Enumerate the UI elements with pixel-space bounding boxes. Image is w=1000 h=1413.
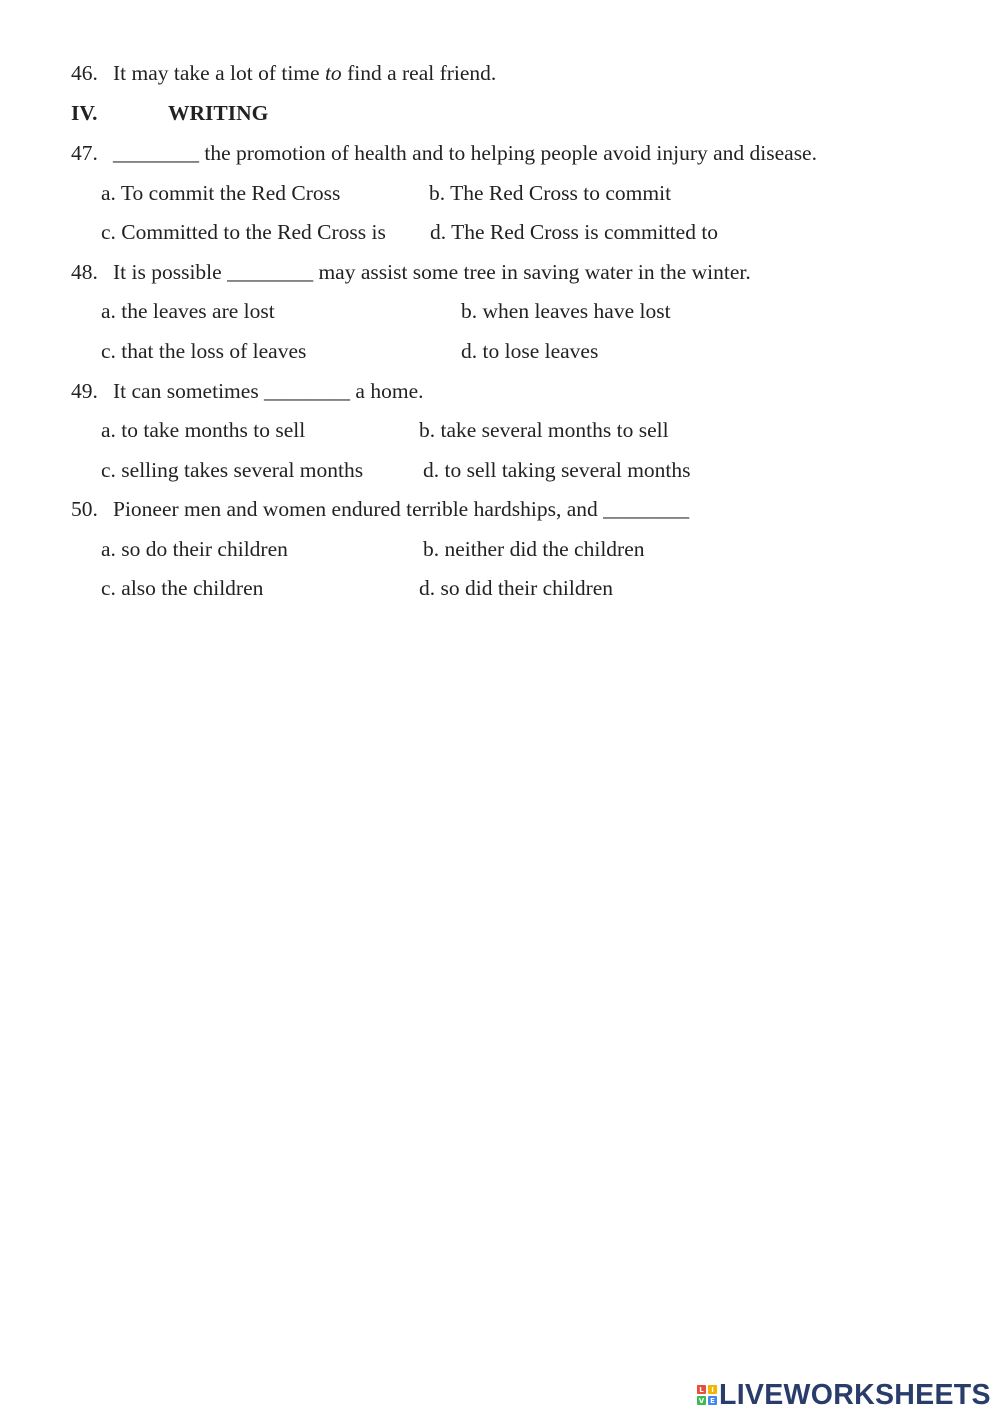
logo-tile-l: L	[697, 1385, 706, 1394]
option-b[interactable]: b. The Red Cross to commit	[429, 181, 672, 205]
option-c[interactable]: c. Committed to the Red Cross is	[101, 220, 386, 244]
question-number: 47.	[71, 141, 98, 165]
option-b[interactable]: b. when leaves have lost	[461, 299, 671, 323]
question-text: Pioneer men and women endured terrible hardships, and ________	[113, 497, 690, 521]
option-d[interactable]: d. so did their children	[419, 576, 614, 600]
logo-tile-i: I	[708, 1385, 717, 1394]
section-number: IV.	[71, 101, 98, 125]
option-a[interactable]: a. To commit the Red Cross	[101, 181, 341, 205]
option-a[interactable]: a. so do their children	[101, 537, 288, 561]
question-text: It can sometimes ________ a home.	[113, 379, 424, 403]
question-text: It is possible ________ may assist some tree in saving water in the winter.	[113, 260, 751, 284]
option-d[interactable]: d. to lose leaves	[461, 339, 599, 363]
question-number: 48.	[71, 260, 98, 284]
question-text: ________ the promotion of health and to helping people avoid injury and disease.	[113, 141, 817, 165]
question-number: 46.	[71, 61, 98, 85]
question-text: It may take a lot of time to find a real friend.	[113, 61, 497, 85]
option-d[interactable]: d. The Red Cross is committed to	[430, 220, 719, 244]
brand-name: LIVEWORKSHEETS	[719, 1378, 991, 1411]
option-b[interactable]: b. take several months to sell	[419, 418, 669, 442]
option-c[interactable]: c. also the children	[101, 576, 264, 600]
logo-tile-e: E	[708, 1396, 717, 1405]
option-c[interactable]: c. that the loss of leaves	[101, 339, 307, 363]
logo-tile-v: V	[698, 1396, 705, 1405]
question-number: 49.	[71, 379, 98, 403]
option-a[interactable]: a. to take months to sell	[101, 418, 306, 442]
option-a[interactable]: a. the leaves are lost	[101, 299, 275, 323]
option-c[interactable]: c. selling takes several months	[101, 458, 364, 482]
liveworksheets-logo-icon	[697, 1385, 717, 1405]
option-d[interactable]: d. to sell taking several months	[423, 458, 691, 482]
liveworksheets-watermark	[697, 1380, 991, 1410]
question-number: 50.	[71, 497, 98, 521]
section-title: WRITING	[168, 101, 269, 125]
option-b[interactable]: b. neither did the children	[423, 537, 645, 561]
